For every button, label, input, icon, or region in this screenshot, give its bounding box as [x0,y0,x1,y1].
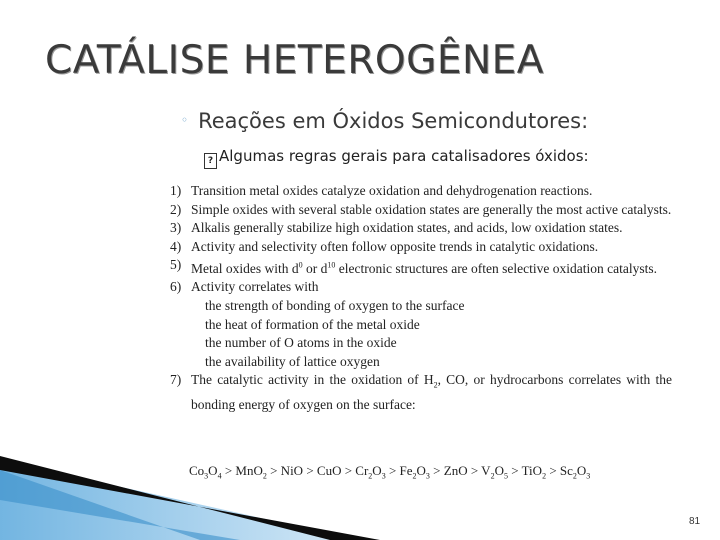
decorative-corner-graphic [0,440,380,540]
rule-item [170,182,672,201]
rule-item [170,256,672,278]
rule-number: 7) [170,372,182,388]
rule-subitem: the heat of formation of the metal oxide [205,316,420,332]
rule-subitem: the strength of bonding of oxygen to the surface [205,298,465,314]
sub-subtitle-text: Algumas regras gerais para catalisadores óxidos: [219,147,589,165]
rule-item [170,278,672,371]
subtitle [181,109,588,133]
ring-bullet-icon: ◦ [181,113,189,127]
rule-text: Activity and selectivity often follow opposite trends in catalytic oxidations. [191,238,599,254]
oxide-activity-series: $Co_3O_4 > MnO_2$ > NiO > CuO > $Cr_2O_3 > Fe_2O_3$ > ZnO > $V_2O_5 > TiO_2 > Sc_2O_3$ [189,463,591,481]
rule-item [170,201,672,220]
rule-number: 3) [170,220,182,236]
rule-text: Simple oxides with several stable oxidation states are generally the most active catalysts. [191,201,672,217]
rule-number: 5) [170,257,182,273]
rules-list [170,182,672,414]
rule-text: Activity correlates with [191,279,319,295]
rule-text: Transition metal oxides catalyze oxidation and dehydrogenation reactions. [191,183,593,198]
rule-text: The catalytic activity in the oxidation of $H_2$, CO, or hydrocarbons correlates with the bonding energy of oxygen on the surface: [191,372,672,412]
rule-number: 2) [170,201,182,217]
rule-text: Alkalis generally stabilize high oxidation states, and acids, low oxidation states. [191,220,623,236]
sub-subtitle [204,147,589,169]
rule-number: 1) [170,183,182,198]
rule-item [170,238,672,257]
rule-subitem: the number of O atoms in the oxide [205,335,397,351]
rule-subitem: the availability of lattice oxygen [205,353,380,369]
subtitle-text: Reações em Óxidos Semicondutores: [198,109,589,133]
rule-number: 4) [170,238,182,254]
page-number: 81 [689,516,701,527]
missing-glyph-icon: ? [204,153,217,169]
rule-text: Metal oxides with $d^0$ or $d^{10}$ electronic structures are often selective oxidation catalysts. [191,260,657,276]
rule-number: 6) [170,279,182,295]
slide-title: CATÁLISE HETEROGÊNEA [45,38,544,83]
rule-item [170,219,672,238]
rule-item [170,371,672,414]
